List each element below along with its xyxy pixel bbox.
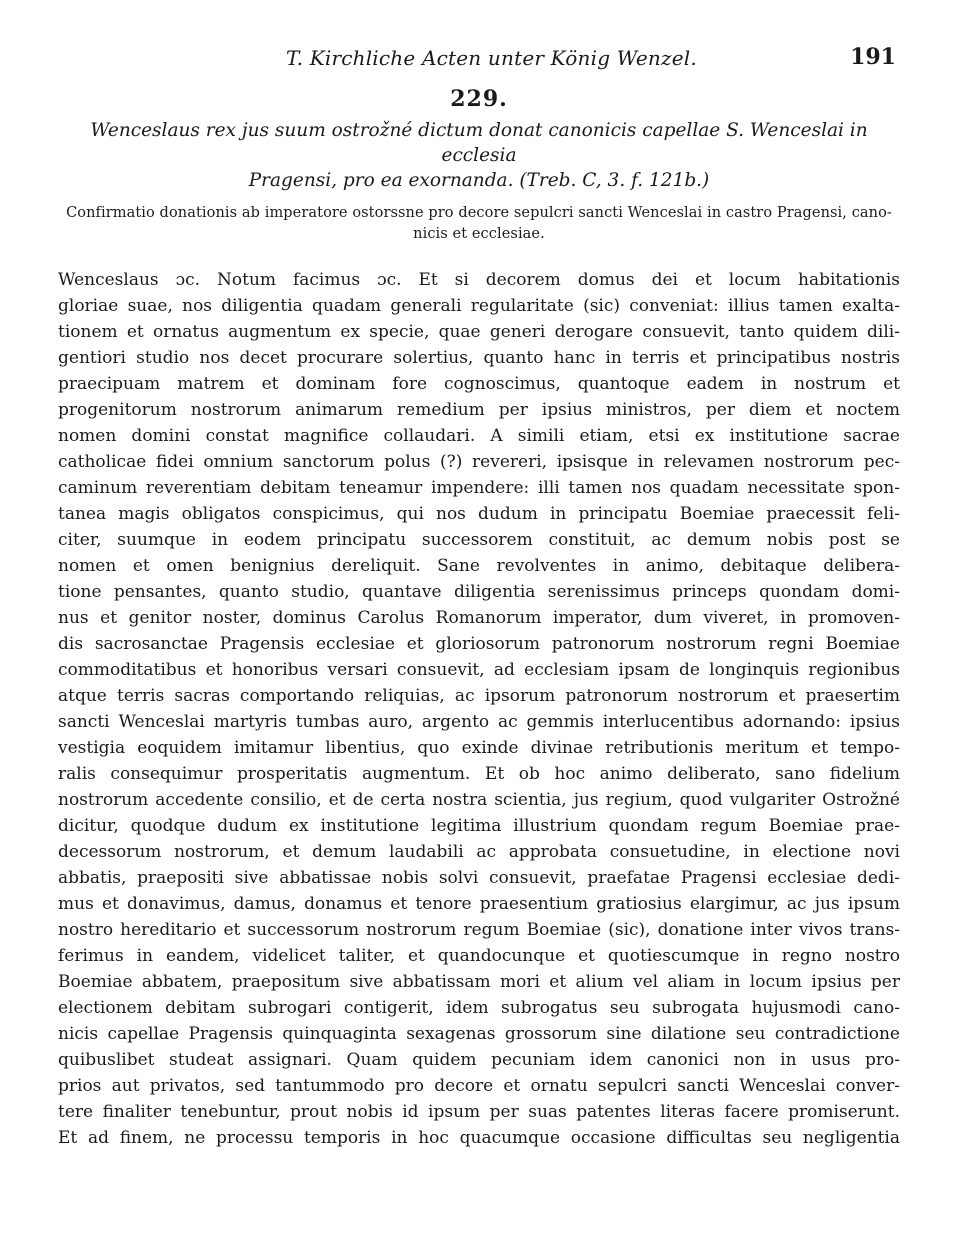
body-line: decessorum nostrorum, et demum laudabili ac approbata consuetudine, in electione novi xyxy=(58,842,900,862)
body-line: nomen domini constat magnifice collaudari. A simili etiam, etsi ex institutione sacrae xyxy=(58,426,900,446)
body-line: nomen et omen benignius dereliquit. Sane revolventes in animo, debitaque delibera- xyxy=(58,556,900,576)
document-number: 229. xyxy=(450,86,508,112)
body-line: tanea magis obligatos conspicimus, qui nos dudum in principatu Boemiae praecessit feli- xyxy=(58,504,900,524)
page-number: 191 xyxy=(850,44,896,70)
body-line: tione pensantes, quanto studio, quantave diligentia serenissimus princeps quondam domi- xyxy=(58,582,900,602)
running-head xyxy=(58,40,900,80)
body-line: nostrorum accedente consilio, et de certa nostra scientia, jus regium, quod vulgariter Ostrožné xyxy=(58,790,900,810)
body-line: ralis consequimur prosperitatis augmentum. Et ob hoc animo deliberato, sano fidelium xyxy=(58,764,900,784)
body-line: Wenceslaus ɔc. Notum facimus ɔc. Et si decorem domus dei et locum habitationis xyxy=(58,270,900,290)
body-line: commoditatibus et honoribus versari consuevit, ad ecclesiam ipsam de longinquis regionibus xyxy=(58,660,900,680)
summary-line: nicis et ecclesiae. xyxy=(413,226,545,242)
body-line: dis sacrosanctae Pragensis ecclesiae et gloriosorum patronorum nostrorum regni Boemiae xyxy=(58,634,900,654)
body-line: tionem et ornatus augmentum ex specie, quae generi derogare consuevit, tanto quidem dili- xyxy=(58,322,900,342)
body-line: progenitorum nostrorum animarum remedium per ipsius ministros, per diem et noctem xyxy=(58,400,900,420)
body-line: ferimus in eandem, videlicet taliter, et quandocunque et quotiescumque in regno nostro xyxy=(58,946,900,966)
body-line: gloriae suae, nos diligentia quadam generali regularitate (sic) conveniat: illius tamen exalta- xyxy=(58,296,900,316)
body-line: Et ad finem, ne processu temporis in hoc quacumque occasione difficultas seu negligentia xyxy=(58,1128,900,1148)
regest-line: Wenceslaus rex jus suum ostrožné dictum donat canonicis capellae S. Wenceslai in ecclesia xyxy=(90,120,868,166)
body-line: nicis capellae Pragensis quinquaginta sexagenas grossorum sine dilatione seu contradictione xyxy=(58,1024,900,1044)
body-line: citer, suumque in eodem principatu successorem constituit, ac demum nobis post se xyxy=(58,530,900,550)
body-line: nostro hereditario et successorum nostrorum regum Boemiae (sic), donatione inter vivos trans- xyxy=(58,920,900,940)
summary-line: Confirmatio donationis ab imperatore ostorssne pro decore sepulcri sancti Wenceslai in castro Pragensi, cano- xyxy=(66,205,892,221)
body-line: prios aut privatos, sed tantummodo pro decore et ornatu sepulcri sancti Wenceslai conver- xyxy=(58,1076,900,1096)
document-summary xyxy=(58,203,900,245)
body-line: praecipuam matrem et dominam fore cognoscimus, quantoque eadem in nostrum et xyxy=(58,374,900,394)
running-title: T. Kirchliche Acten unter König Wenzel. xyxy=(286,46,697,70)
body-line: mus et donavimus, damus, donamus et tenore praesentium gratiosius elargimur, ac jus ipsum xyxy=(58,894,900,914)
body-line: caminum reverentiam debitam teneamur impendere: illi tamen nos quadam necessitate spon- xyxy=(58,478,900,498)
body-line: abbatis, praepositi sive abbatissae nobis solvi consuevit, praefatae Pragensi ecclesiae dedi- xyxy=(58,868,900,888)
body-line: electionem debitam subrogari contigerit, idem subrogatus seu subrogata hujusmodi cano- xyxy=(58,998,900,1018)
body-line: gentiori studio nos decet procurare solertius, quanto hanc in terris et principatibus nostris xyxy=(58,348,900,368)
body-line: Boemiae abbatem, praepositum sive abbatissam mori et alium vel aliam in locum ipsius per xyxy=(58,972,900,992)
body-line: dicitur, quodque dudum ex institutione legitima illustrium quondam regum Boemiae prae- xyxy=(58,816,900,836)
book-page xyxy=(58,40,900,1151)
body-line: tere finaliter tenebuntur, prout nobis id ipsum per suas patentes literas facere promiserunt. xyxy=(58,1102,900,1122)
body-line: catholicae fidei omnium sanctorum polus (?) revereri, ipsisque in relevamen nostrorum pec- xyxy=(58,452,900,472)
document-regest xyxy=(58,118,900,193)
body-line: quibuslibet studeat assignari. Quam quidem pecuniam idem canonici non in usus pro- xyxy=(58,1050,900,1070)
body-line: nus et genitor noster, dominus Carolus Romanorum imperator, dum viveret, in promoven- xyxy=(58,608,900,628)
body-line: vestigia eoquidem imitamur libentius, quo exinde divinae retributionis meritum et tempo- xyxy=(58,738,900,758)
document-body xyxy=(58,267,900,1151)
body-line: atque terris sacras comportando reliquias, ac ipsorum patronorum nostrorum et praesertim xyxy=(58,686,900,706)
body-line: sancti Wenceslai martyris tumbas auro, argento ac gemmis interlucentibus adornando: ipsius xyxy=(58,712,900,732)
regest-line: Pragensi, pro ea exornanda. (Treb. C, 3. f. 121b.) xyxy=(248,170,710,191)
